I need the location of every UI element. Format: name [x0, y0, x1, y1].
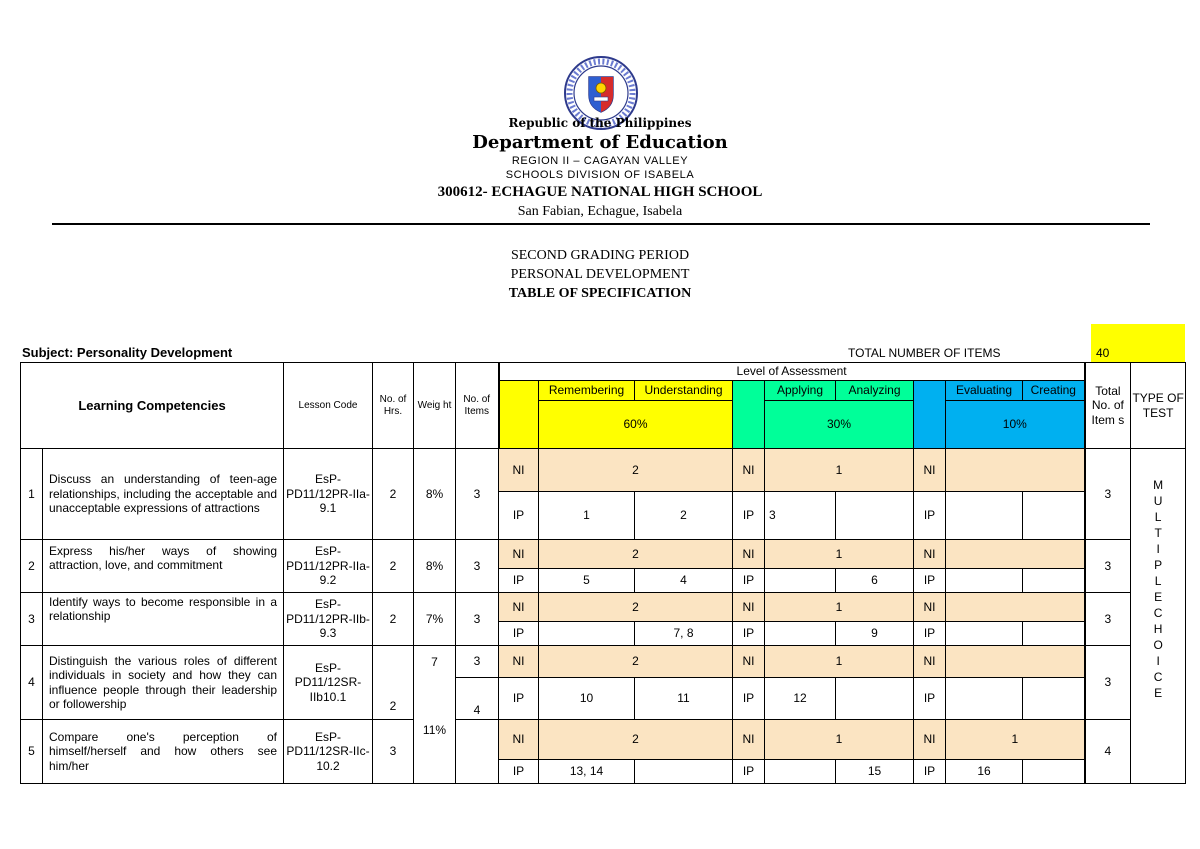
ni-remembering-understanding: 2 — [539, 720, 733, 760]
ip-understanding — [635, 760, 733, 784]
ip-label: IP — [914, 492, 946, 540]
ni-label: NI — [733, 593, 765, 622]
weight-value: 8% — [414, 449, 456, 540]
ni-applying-analyzing: 1 — [765, 646, 914, 678]
ip-evaluating — [946, 622, 1023, 646]
items-value: 3 — [456, 540, 499, 593]
header-lesson-code: Lesson Code — [284, 363, 373, 449]
header-divider — [52, 223, 1150, 225]
weight-value: 7 — [414, 646, 456, 678]
lesson-code: EsP-PD11/12SR-IIb10.1 — [284, 646, 373, 720]
ni-remembering-understanding: 2 — [539, 540, 733, 569]
ip-applying — [765, 569, 836, 593]
header-applying: Applying — [765, 381, 836, 401]
ip-remembering: 5 — [539, 569, 635, 593]
items-value: 3 — [456, 646, 499, 678]
ip-label: IP — [733, 569, 765, 593]
ni-remembering-understanding: 2 — [539, 646, 733, 678]
row-number: 4 — [21, 646, 43, 720]
header-remembering: Remembering — [539, 381, 635, 401]
header-analyzing: Analyzing — [836, 381, 914, 401]
total-items: 3 — [1085, 449, 1131, 540]
ni-evaluating-creating — [946, 593, 1085, 622]
ip-evaluating — [946, 569, 1023, 593]
ni-applying-analyzing: 1 — [765, 540, 914, 569]
ni-label: NI — [914, 593, 946, 622]
header-no-hrs: No. of Hrs. — [373, 363, 414, 449]
lesson-code: EsP-PD11/12PR-IIa-9.1 — [284, 449, 373, 540]
table-row — [21, 540, 1186, 569]
total-items: 4 — [1085, 720, 1131, 784]
ip-understanding: 2 — [635, 492, 733, 540]
ip-analyzing: 6 — [836, 569, 914, 593]
table-header-row — [21, 363, 1186, 381]
hours-value: 2 — [373, 449, 414, 540]
hours-value: 2 — [373, 540, 414, 593]
ip-applying: 12 — [765, 678, 836, 720]
hours-value: 2 — [373, 646, 414, 720]
table-row — [21, 646, 1186, 678]
hours-value: 2 — [373, 593, 414, 646]
type-of-test-text: M U L T I P L E C H O I C E — [1153, 478, 1169, 700]
ni-label: NI — [733, 449, 765, 492]
ip-understanding: 7, 8 — [635, 622, 733, 646]
ni-label: NI — [499, 646, 539, 678]
ip-analyzing — [836, 678, 914, 720]
subject-title: PERSONAL DEVELOPMENT — [510, 267, 690, 282]
ip-applying: 3 — [765, 492, 836, 540]
row-number: 5 — [21, 720, 43, 784]
ip-analyzing: 9 — [836, 622, 914, 646]
subject-line: Subject: Personality Development — [22, 345, 233, 360]
ip-label: IP — [914, 678, 946, 720]
school-name: 300612- ECHAGUE NATIONAL HIGH SCHOOL — [437, 184, 763, 200]
row-number: 2 — [21, 540, 43, 593]
header-type-of-test: TYPE OF TEST — [1131, 363, 1186, 449]
table-row — [21, 449, 1186, 492]
type-of-test-vertical — [1131, 449, 1186, 784]
header-total-no-items: Total No. of Item s — [1085, 363, 1131, 449]
ip-analyzing — [836, 492, 914, 540]
header-yellow-spacer — [499, 381, 539, 449]
ip-label: IP — [499, 622, 539, 646]
ni-evaluating-creating — [946, 540, 1085, 569]
hours-value: 3 — [373, 720, 414, 784]
ni-label: NI — [499, 540, 539, 569]
document-title: TABLE OF SPECIFICATION — [508, 286, 692, 301]
header-weight: Weig ht — [414, 363, 456, 449]
header-understanding: Understanding — [635, 381, 733, 401]
ip-label: IP — [499, 678, 539, 720]
ni-label: NI — [499, 593, 539, 622]
ip-creating — [1023, 760, 1085, 784]
ip-label: IP — [733, 622, 765, 646]
table-row — [21, 593, 1186, 622]
ip-remembering: 1 — [539, 492, 635, 540]
ip-evaluating — [946, 492, 1023, 540]
header-pct-10: 10% — [946, 401, 1085, 449]
ni-remembering-understanding: 2 — [539, 593, 733, 622]
ip-understanding: 11 — [635, 678, 733, 720]
table-row — [21, 720, 1186, 760]
items-value: 4 — [456, 678, 499, 720]
ni-label: NI — [499, 720, 539, 760]
ni-label: NI — [914, 540, 946, 569]
ni-applying-analyzing: 1 — [765, 449, 914, 492]
ip-remembering: 13, 14 — [539, 760, 635, 784]
ip-understanding: 4 — [635, 569, 733, 593]
republic-line: Republic of the Philippines — [508, 116, 692, 130]
region-line: REGION II – CAGAYAN VALLEY — [511, 155, 689, 167]
ip-label: IP — [914, 622, 946, 646]
ni-label: NI — [499, 449, 539, 492]
total-items: 3 — [1085, 646, 1131, 720]
ni-applying-analyzing: 1 — [765, 720, 914, 760]
ip-creating — [1023, 569, 1085, 593]
ni-evaluating-creating — [946, 646, 1085, 678]
ip-label: IP — [733, 760, 765, 784]
row-number: 3 — [21, 593, 43, 646]
ip-remembering — [539, 622, 635, 646]
items-value: 3 — [456, 449, 499, 540]
weight-value: 11% — [414, 678, 456, 784]
ni-label: NI — [914, 720, 946, 760]
items-value — [456, 720, 499, 784]
header-pct-60: 60% — [539, 401, 733, 449]
header-no-items: No. of Items — [456, 363, 499, 449]
header-pct-30: 30% — [765, 401, 914, 449]
ip-evaluating: 16 — [946, 760, 1023, 784]
ip-creating — [1023, 492, 1085, 540]
ni-label: NI — [914, 449, 946, 492]
specification-table — [20, 362, 1186, 784]
ni-label: NI — [914, 646, 946, 678]
header-learning-competencies: Learning Competencies — [21, 363, 284, 449]
header-evaluating: Evaluating — [946, 381, 1023, 401]
division-line: SCHOOLS DIVISION OF ISABELA — [505, 169, 695, 181]
ip-remembering: 10 — [539, 678, 635, 720]
items-value: 3 — [456, 593, 499, 646]
ip-creating — [1023, 678, 1085, 720]
ip-label: IP — [914, 569, 946, 593]
ip-label: IP — [499, 569, 539, 593]
header-level-of-assessment: Level of Assessment — [499, 363, 1085, 381]
competency-text: Identify ways to become responsible in a relationship — [43, 593, 284, 646]
ip-applying — [765, 622, 836, 646]
lesson-code: EsP-PD11/12PR-IIa-9.2 — [284, 540, 373, 593]
ni-applying-analyzing: 1 — [765, 593, 914, 622]
ni-label: NI — [733, 540, 765, 569]
row-number: 1 — [21, 449, 43, 540]
ni-evaluating-creating: 1 — [946, 720, 1085, 760]
header-creating: Creating — [1023, 381, 1085, 401]
ni-remembering-understanding: 2 — [539, 449, 733, 492]
ip-applying — [765, 760, 836, 784]
ip-label: IP — [499, 492, 539, 540]
ni-label: NI — [733, 646, 765, 678]
total-items: 3 — [1085, 540, 1131, 593]
header-green-spacer — [733, 381, 765, 449]
ni-label: NI — [733, 720, 765, 760]
weight-value: 7% — [414, 593, 456, 646]
ip-label: IP — [914, 760, 946, 784]
competency-text: Discuss an understanding of teen-age relationships, including the acceptable and unacceptable expressions of attractions — [43, 449, 284, 540]
grading-period: SECOND GRADING PERIOD — [510, 248, 690, 263]
total-items-label: TOTAL NUMBER OF ITEMS — [848, 346, 1001, 360]
weight-value: 8% — [414, 540, 456, 593]
ip-creating — [1023, 622, 1085, 646]
total-items: 3 — [1085, 593, 1131, 646]
school-address: San Fabian, Echague, Isabela — [517, 204, 683, 219]
total-items-value: 40 — [1096, 346, 1110, 360]
ip-analyzing: 15 — [836, 760, 914, 784]
lesson-code: EsP-PD11/12PR-IIb-9.3 — [284, 593, 373, 646]
lesson-code: EsP-PD11/12SR-IIc-10.2 — [284, 720, 373, 784]
competency-text: Compare one's perception of himself/herself and how others see him/her — [43, 720, 284, 784]
ip-label: IP — [733, 678, 765, 720]
ip-evaluating — [946, 678, 1023, 720]
header-blue-spacer — [914, 381, 946, 449]
ni-evaluating-creating — [946, 449, 1085, 492]
competency-text: Express his/her ways of showing attraction, love, and commitment — [43, 540, 284, 593]
ip-label: IP — [499, 760, 539, 784]
ip-label: IP — [733, 492, 765, 540]
competency-text: Distinguish the various roles of different individuals in society and how they can influence people through their leadership or followership — [43, 646, 284, 720]
department-line: Department of Education — [472, 132, 728, 153]
